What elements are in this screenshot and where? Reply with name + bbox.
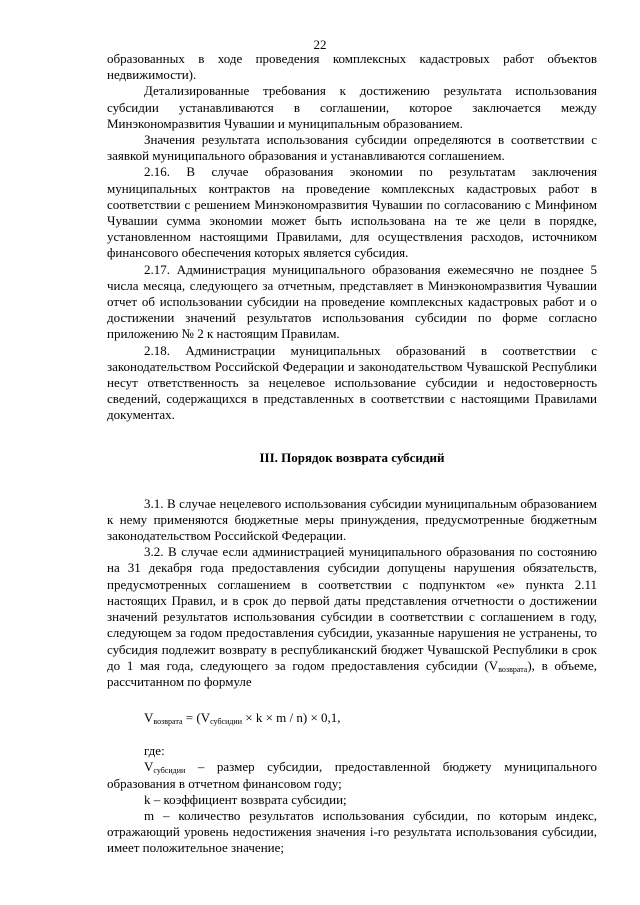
paragraph-result-values: Значения результата использования субсидии определяются в соответствии с заявкой муниципального образования и устанавливаются соглашением. <box>107 132 597 164</box>
paragraph-2-17: 2.17. Администрация муниципального образования ежемесячно не позднее 5 числа месяца, следующего за отчетным, представляет в Минэкономразвития Чувашии отчет об использовании субсидии на проведение комплексных кадастровых работ и о достижении значений результатов использования субсидии по форме согласно приложению № 2 к настоящим Правилам. <box>107 261 597 342</box>
paragraph-3-1: 3.1. В случае нецелевого использования субсидии муниципальным образованием к нему применяются бюджетные меры принуждения, предусмотренные бюджетным законодательством Российской Федерации. <box>107 495 597 544</box>
page-number: 22 <box>313 37 327 52</box>
document-body <box>107 51 597 857</box>
paragraph-continuation: образованных в ходе проведения комплексных кадастровых работ объектов недвижимости). <box>107 51 597 83</box>
spacer <box>107 726 597 743</box>
paragraph-3-2 <box>107 544 597 690</box>
formula-v: V <box>144 710 154 726</box>
formula-sub-subsidy: субсидии <box>210 717 242 727</box>
paragraph-3-2-text: 3.2. В случае если администрацией муниципального образования по состоянию на 31 декабря года предоставления субсидии допущены нарушения обязательств, предусмотренных соглашением в соответствии с подпунктом «е» пункта 2.11 настоящих Правил, и в срок до первой даты представления отчетности о достижении значений результатов использования субсидии в соответствии с соглашением в году, следующем за годом предоставления субсидии, указанные нарушения не устранены, то субсидия подлежит возврату в республиканский бюджет Чувашской Республики в срок до 1 мая года, следующего за годом предоставления субсидии (V <box>107 544 597 673</box>
definition-m: m – количество результатов использования субсидии, по которым индекс, отражающий уровень недостижения значения i-го результата использования субсидии, имеет положительное значение; <box>107 807 597 856</box>
definition-v-subsidy <box>107 759 597 791</box>
paragraph-3-2-end: ), в объеме, рассчитанном по формуле <box>107 657 597 689</box>
def-v-text: – размер субсидии, предоставленной бюджету муниципального образования в отчетном финансовом году; <box>107 759 597 791</box>
def-v-symbol: V <box>144 759 154 775</box>
where-label: где: <box>144 743 165 759</box>
formula-sub-return: возврата <box>153 717 183 727</box>
paragraph-2-18: 2.18. Администрации муниципальных образований в соответствии с законодательством Российской Федерации и законодательством Чувашской Республики несут ответственность за нецелевое использование субсидии и недостоверность сведений, содержащихся в представленных в соответствии с настоящими Правилами документах. <box>107 342 597 423</box>
formula-eq-open: = (V <box>182 710 211 726</box>
formula-tail: × k × m / n) × 0,1, <box>241 710 341 726</box>
paragraph-2-16: 2.16. В случае образования экономии по результатам заключения муниципальных контрактов на проведение комплексных кадастровых работ в соответствии с решением Минэкономразвития Чувашии по согласованию с Минфином Чувашии сумма экономии может быть использована на те же цели в порядке, установленном настоящими Правилами, для осуществления расходов, источником финансового обеспечения которых является субсидия. <box>107 164 597 261</box>
def-v-sub: субсидии <box>153 766 186 776</box>
subscript-return: возврата <box>498 664 528 674</box>
return-formula <box>144 710 597 726</box>
definition-k: k – коэффициент возврата субсидии; <box>144 791 347 807</box>
paragraph-detailed-requirements: Детализированные требования к достижению результата использования субсидии устанавливаются в соглашении, которое заключается между Минэкономразвития Чувашии и муниципальным образованием. <box>107 83 597 131</box>
section-heading: III. Порядок возврата субсидий <box>259 449 445 465</box>
